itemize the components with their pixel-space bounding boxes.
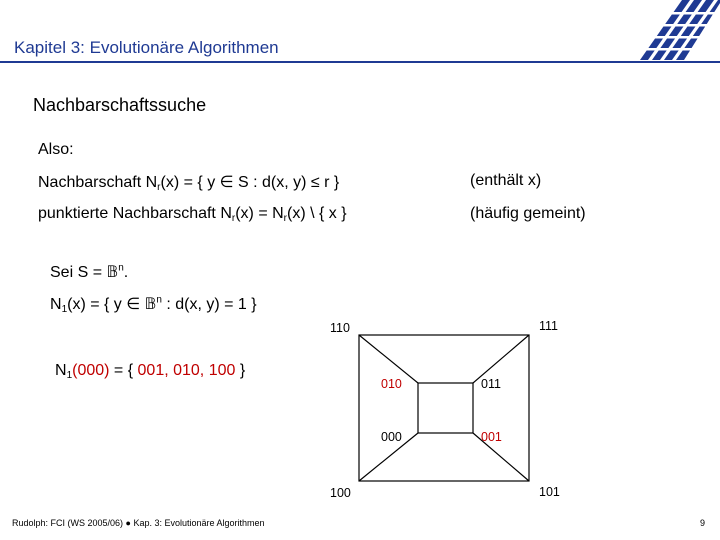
hamming-def-prefix: N bbox=[50, 296, 62, 313]
hamming-def-sub: 1 bbox=[61, 304, 68, 315]
vertex-label-010: 010 bbox=[381, 377, 402, 391]
exponent-n: n bbox=[118, 262, 124, 274]
footer-credit: Rudolph: FCI (WS 2005/06) ● Kap. 3: Evolutionäre Algorithmen bbox=[12, 518, 265, 528]
neighborhood-note: (enthält x) bbox=[470, 172, 542, 189]
punctured-def-mid: (x) = N bbox=[235, 205, 284, 222]
search-space-period: . bbox=[123, 264, 129, 281]
search-space-prefix: Sei S = bbox=[50, 264, 107, 281]
punctured-def-formula: (x) \ { x } bbox=[287, 205, 347, 222]
example-close: } bbox=[235, 362, 246, 379]
also-label: Also: bbox=[38, 141, 74, 158]
example-equals: = { bbox=[109, 362, 138, 379]
punctured-neighborhood-note: (häufig gemeint) bbox=[470, 205, 586, 222]
example-argument: (000) bbox=[72, 362, 110, 379]
example-neighbor-set: 001, 010, 100 bbox=[137, 362, 236, 379]
vertex-label-011: 011 bbox=[481, 377, 501, 391]
edge-110-010 bbox=[359, 335, 418, 383]
neighborhood-def-prefix: Nachbarschaft N bbox=[38, 174, 158, 191]
vertex-label-111: 111 bbox=[539, 319, 559, 333]
hamming-exponent-n: n bbox=[156, 294, 162, 306]
chapter-title: Kapitel 3: Evolutionäre Algorithmen bbox=[14, 38, 279, 57]
punctured-def-sub: r bbox=[231, 213, 236, 224]
inner-square bbox=[418, 383, 473, 433]
vertex-label-100: 100 bbox=[330, 486, 351, 500]
punctured-def-prefix: punktierte Nachbarschaft N bbox=[38, 205, 232, 222]
vertex-label-000: 000 bbox=[381, 430, 402, 444]
vertex-label-101: 101 bbox=[539, 485, 560, 499]
punctured-def-sub2: r bbox=[283, 213, 288, 224]
neighborhood-def-formula: (x) = { y ∈ S : d(x, y) ≤ r } bbox=[160, 174, 340, 191]
hamming-def-formula: : d(x, y) = 1 } bbox=[161, 296, 257, 313]
edge-111-011 bbox=[473, 335, 529, 383]
page-number: 9 bbox=[700, 518, 706, 528]
vertex-label-001: 001 bbox=[481, 430, 502, 444]
boolean-set-symbol: 𝔹 bbox=[106, 264, 119, 281]
vertex-label-110: 110 bbox=[330, 321, 350, 335]
hamming-def-mid: (x) = { y ∈ bbox=[67, 296, 145, 313]
example-sub: 1 bbox=[66, 370, 73, 381]
neighborhood-def-sub: r bbox=[157, 182, 161, 193]
hamming-boolean-symbol: 𝔹 bbox=[144, 296, 157, 313]
example-prefix: N bbox=[55, 362, 67, 379]
section-heading: Nachbarschaftssuche bbox=[33, 95, 207, 115]
